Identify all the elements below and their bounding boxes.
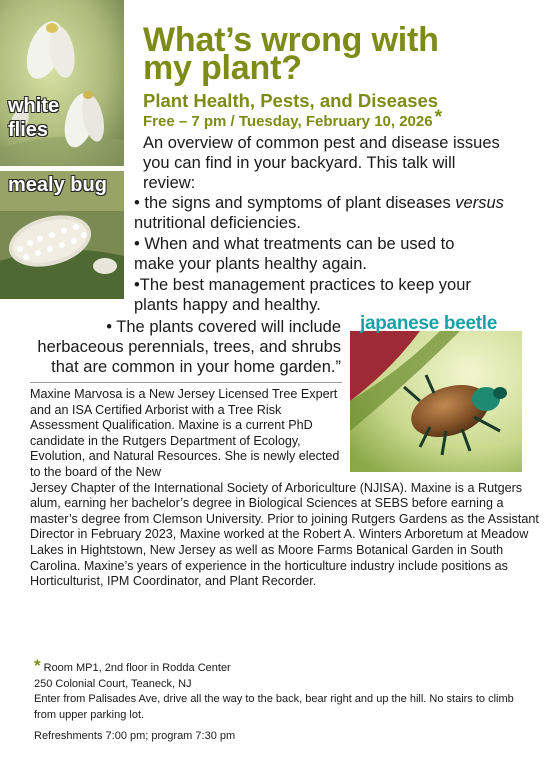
title-line-2: my plant? (143, 49, 302, 87)
bullet-signs-symptoms (134, 193, 504, 233)
bullet-treatments: • When and what treatments can be used to make your plants healthy again. (134, 235, 455, 273)
subtitle: Plant Health, Pests, and Diseases (143, 90, 439, 111)
intro-paragraph: An overview of common pest and disease issues you can find in your backyard. This talk will review: (143, 134, 500, 192)
whiteflies-label-line2: flies (8, 119, 49, 141)
japanese-beetle-label: japanese beetle (360, 313, 498, 334)
divider (30, 382, 342, 383)
page-title (143, 21, 543, 87)
whiteflies-photo (0, 0, 124, 166)
location-star: * (34, 656, 41, 675)
room-text: Room MP1, 2nd floor in Rodda Center (43, 662, 231, 674)
bio-part-1: Maxine Marvosa is a New Jersey Licensed Tree Expert and an ISA Certified Arborist with a Tree Risk Assessment Qualification. Maxine is a current PhD candidate in the Rutgers Department of Ecology, Evolution, and Natural Resources. She is newly elected to the board of the New (30, 387, 340, 479)
event-dateline (143, 107, 442, 132)
bullet1-text-b: nutritional deficiencies. (134, 214, 301, 232)
mealybug-photo (0, 171, 124, 299)
schedule-text: Refreshments 7:00 pm; program 7:30 pm (34, 730, 236, 742)
dateline-star: * (434, 107, 442, 128)
whiteflies-label-line1: white (8, 95, 60, 117)
bullet-plants-covered: • The plants covered will include herbaceous perennials, trees, and shrubs that are common in your home garden.” (37, 318, 341, 376)
bullet1-text-a: • the signs and symptoms of plant diseases (134, 194, 456, 212)
bio-part-2: Jersey Chapter of the International Society of Arboriculture (NJISA). Maxine is a Rutgers alum, earning her bachelor’s degree in Biological Sciences at SEBS before earning a master’s degree from Clemson University. Prior to joining Rutgers Gardens as the Assistant Director in February 2023, Maxine worked at the Robert A. Winters Arboretum at Meadow Lakes in Hightstown, New Jersey as well as Moore Farms Botanical Garden in South Carolina. Maxine’s years of experience in the horticulture industry include positions as Horticulturist, IPM Coordinator, and Plant Recorder. (30, 480, 539, 589)
speaker-bio (30, 387, 542, 590)
dateline-text: Free – 7 pm / Tuesday, February 10, 2026 (143, 113, 433, 130)
bullet-management: •The best management practices to keep your plants happy and healthy. (134, 276, 471, 314)
mealybug-label: mealy bug (8, 174, 107, 196)
location-room (34, 658, 534, 677)
title-line-1: What’s wrong with (143, 21, 439, 59)
location-block (34, 658, 534, 723)
location-address: 250 Colonial Court, Teaneck, NJ (34, 677, 192, 690)
bullet1-emphasis: versus (455, 194, 504, 212)
location-directions: Enter from Palisades Ave, drive all the way to the back, bear right and up the hill. No stairs to climb from upper parking lot. (34, 693, 514, 721)
